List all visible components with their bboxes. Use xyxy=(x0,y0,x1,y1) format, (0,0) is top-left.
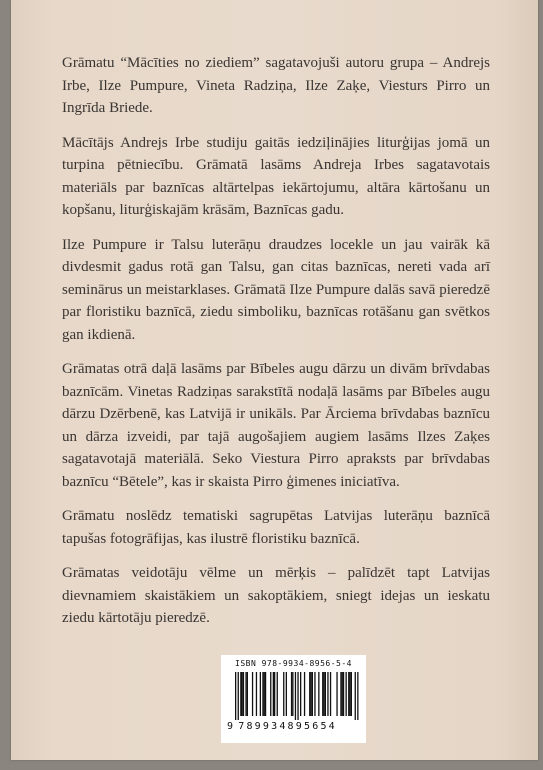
barcode-bar xyxy=(330,672,331,716)
paragraph-authors: Grāmatu “Mācīties no ziediem” sagatavojuši autoru grupa – Andrejs Irbe, Ilze Pumpure, Vineta Radziņa, Ilze Zaķe, Viesturs Pirro un Ingrīda Briede. xyxy=(62,55,490,116)
barcode-bar xyxy=(273,672,274,716)
barcode-bar xyxy=(277,672,278,716)
barcode-bar xyxy=(242,672,243,716)
barcode-bar xyxy=(342,672,343,716)
book-back-cover xyxy=(11,0,538,760)
barcode-bar xyxy=(260,672,261,716)
ean-first-digit: 9 xyxy=(227,721,236,732)
barcode-bar xyxy=(291,672,292,716)
barcode-bars xyxy=(227,672,360,720)
barcode-bar xyxy=(264,672,265,716)
barcode-bar xyxy=(325,672,326,716)
barcode-bar xyxy=(310,672,311,716)
barcode-bar xyxy=(340,672,341,716)
isbn-barcode xyxy=(221,655,366,743)
barcode-bar xyxy=(274,672,275,716)
barcode-bar xyxy=(238,672,239,720)
ean-rest-digits: 789934895654 xyxy=(238,721,337,732)
paragraph-photos: Grāmatu noslēdz tematiski sagrupētas Latvijas luterāņu baznīcā tapušas fotogrāfijas, kas ilustrē floristiku baznīcā. xyxy=(62,508,490,547)
barcode-bar xyxy=(346,672,347,716)
barcode-bar xyxy=(318,672,319,716)
barcode-bar xyxy=(262,672,263,716)
barcode-bar xyxy=(297,672,298,720)
barcode-bar xyxy=(235,672,236,720)
barcode-bar xyxy=(304,672,305,716)
barcode-bar xyxy=(349,672,350,716)
paragraph-pumpure: Ilze Pumpure ir Talsu luterāņu draudzes locekle un jau vairāk kā divdesmit gadus rotā gan Talsu, gan citas baznīcas, nereti vada arī seminārus un meistarklases. Grāmatā Ilze Pumpure dalās savā pieredzē par floristiku baznīcā, ziedu simboliku, baznīcas rotāšanu gan svētkos gan ikdienā. xyxy=(62,236,490,343)
barcode-bar xyxy=(243,672,244,716)
barcode-bar xyxy=(247,672,248,716)
barcode-bar xyxy=(312,672,313,716)
barcode-bar xyxy=(309,672,310,716)
paragraph-goal: Grāmatas veidotāju vēlme un mērķis – palīdzēt tapt Latvijas dievnamiem skaistākiem un sakoptākiem, sniegt idejas un ieskatu ziedu kārtotāju pieredzē. xyxy=(62,565,490,626)
barcode-bar xyxy=(245,672,246,716)
barcode-bar xyxy=(323,672,324,716)
barcode-bar xyxy=(286,672,287,716)
barcode-bar xyxy=(336,672,337,716)
barcode-bar xyxy=(270,672,271,716)
barcode-bar xyxy=(252,672,253,716)
barcode-bar xyxy=(240,672,241,716)
barcode-bar xyxy=(322,672,323,716)
barcode-bar xyxy=(314,672,315,716)
barcode-bar xyxy=(295,672,296,720)
ean-digits xyxy=(227,721,360,733)
barcode-bar xyxy=(343,672,344,716)
barcode-bar xyxy=(292,672,293,716)
barcode-bar xyxy=(265,672,266,716)
isbn-label: ISBN 978-9934-8956-5-4 xyxy=(235,659,352,668)
barcode-bar xyxy=(300,672,301,716)
paragraph-second-part: Grāmatas otrā daļā lasāms par Bībeles augu dārzu un divām brīvdabas baznīcām. Vinetas Radziņas sarakstītā nodaļā lasāms par Bībeles augu dārzu Dzērbenē, kas Latvijā ir unikāls. Par Ārciema brīvdabas baznīcu un dārza izveidi, par tajā augošajiem augiem lasāms Ilzes Zaķes sagatavotajā materiālā. Seko Viestura Pirro apraksts par brīvdabas baznīcu “Bētele”, kas ir skaista Pirro ģimenes iniciatīva. xyxy=(62,361,490,490)
barcode-bar xyxy=(283,672,284,716)
barcode-bar xyxy=(357,672,358,720)
barcode-bar xyxy=(327,672,328,716)
blurb-text xyxy=(62,52,490,642)
barcode-bar xyxy=(351,672,352,716)
barcode-bar xyxy=(256,672,257,716)
paragraph-irbe: Mācītājs Andrejs Irbe studiju gaitās iedziļinājies liturģijas jomā un turpina pētniecību. Grāmatā lasāms Andreja Irbes sagatavotais materiāls par baznīcas altārtelpas iekārtojumu, altāra kārtošanu un kopšanu, liturģiskajām krāsām, Baznīcas gadu. xyxy=(62,134,490,218)
barcode-bar xyxy=(348,672,349,716)
barcode-bar xyxy=(355,672,356,720)
